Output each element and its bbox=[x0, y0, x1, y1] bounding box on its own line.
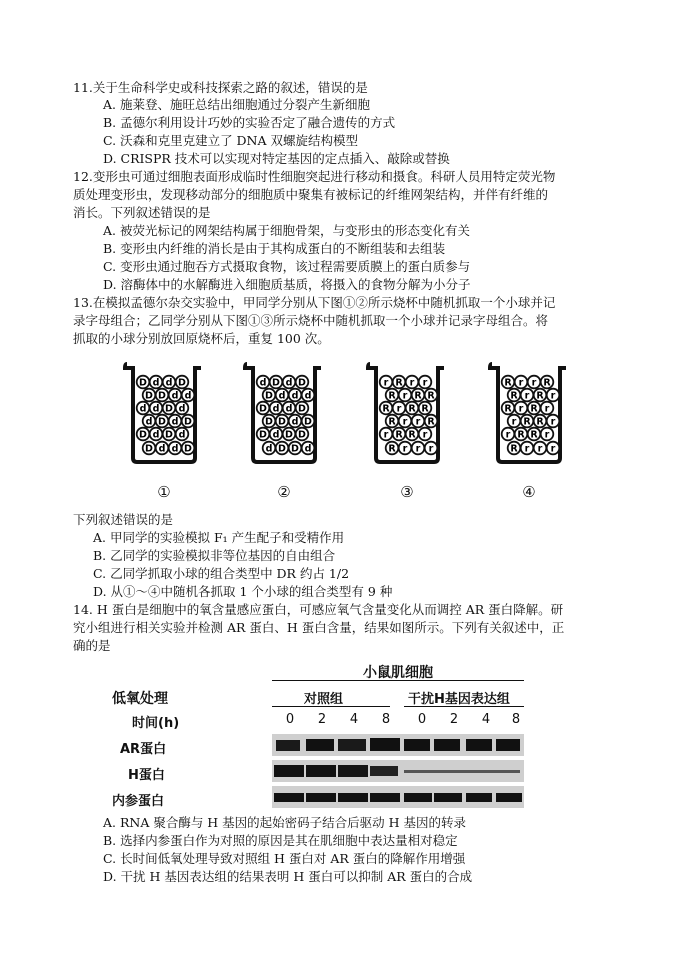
ball bbox=[508, 389, 521, 402]
q12-option-b: B. 变形虫内纤维的消长是由于其构成蛋白的不断组装和去组装 bbox=[103, 241, 446, 256]
ball-letter: d bbox=[291, 390, 299, 402]
ball bbox=[302, 415, 315, 428]
q12-option-d: D. 溶酶体中的水解酶进入细胞质基质，将摄入的食物分解为小分子 bbox=[103, 277, 471, 292]
blot-row-control bbox=[272, 786, 524, 808]
ball-letter: R bbox=[388, 443, 396, 455]
q11-option-b: B. 孟德尔利用设计巧妙的实验否定了融合遗传的方式 bbox=[103, 115, 396, 130]
ball bbox=[502, 376, 515, 389]
ball-letter: D bbox=[145, 443, 153, 455]
ball bbox=[380, 428, 393, 441]
ball-letter: R bbox=[427, 390, 435, 402]
ball bbox=[276, 415, 289, 428]
beaker-drawing bbox=[366, 360, 448, 466]
western-blot-figure bbox=[92, 658, 521, 813]
ball bbox=[399, 415, 412, 428]
ball bbox=[399, 389, 412, 402]
ball bbox=[386, 442, 399, 455]
ball bbox=[419, 402, 432, 415]
ball-letter: r bbox=[524, 390, 530, 402]
ball bbox=[393, 402, 406, 415]
q14-option-c: C. 长时间低氧处理导致对照组 H 蛋白对 AR 蛋白的降解作用增强 bbox=[103, 851, 466, 866]
band-label-h: H蛋白 bbox=[128, 768, 165, 783]
q11-option-a: A. 施莱登、施旺总结出细胞通过分裂产生新细胞 bbox=[103, 97, 370, 112]
ball-letter: d bbox=[171, 443, 179, 455]
ball-letter: D bbox=[158, 390, 166, 402]
band-label-control: 内参蛋白 bbox=[112, 794, 165, 809]
q12-option-a: A. 被荧光标记的网架结构属于细胞骨架，与变形虫的形态变化有关 bbox=[103, 223, 470, 238]
ball-letter: r bbox=[537, 443, 543, 455]
q13-option-a: A. 甲同学的实验模拟 F₁ 产生配子和受精作用 bbox=[93, 530, 345, 545]
ball bbox=[137, 402, 150, 415]
ball-letter: d bbox=[152, 403, 160, 415]
ball bbox=[263, 415, 276, 428]
q14-option-a: A. RNA 聚合酶与 H 基因的起始密码子结合后驱动 H 基因的转录 bbox=[103, 815, 467, 830]
ball bbox=[380, 376, 393, 389]
ball-letter: D bbox=[304, 416, 312, 428]
ball bbox=[257, 428, 270, 441]
blot-row-ar bbox=[272, 734, 524, 756]
q12-stem-line3: 消长。下列叙述错误的是 bbox=[73, 205, 211, 220]
ball-letter: d bbox=[152, 429, 160, 441]
ball-letter: R bbox=[530, 403, 538, 415]
ball-letter: R bbox=[543, 377, 551, 389]
ball bbox=[270, 402, 283, 415]
ball bbox=[380, 402, 393, 415]
ball-letter: d bbox=[272, 403, 280, 415]
ball bbox=[521, 442, 534, 455]
q13-stem-line1: 13.在模拟孟德尔杂交实验中，甲同学分别从下图①②所示烧杯中随机抓取一个小球并记 bbox=[73, 295, 556, 310]
ball-letter: R bbox=[523, 416, 531, 428]
ball bbox=[270, 428, 283, 441]
group-knockdown: 干扰H基因表达组 bbox=[408, 692, 510, 707]
ball bbox=[150, 402, 163, 415]
ball bbox=[156, 442, 169, 455]
q13-option-d: D. 从①～④中随机各抓取 1 个小球的组合类型有 9 种 bbox=[93, 584, 393, 599]
ball-letter: d bbox=[178, 403, 186, 415]
ball-letter: R bbox=[504, 377, 512, 389]
ball-letter: D bbox=[165, 429, 173, 441]
ball-letter: D bbox=[158, 416, 166, 428]
ball bbox=[163, 428, 176, 441]
ball bbox=[150, 376, 163, 389]
ball-letter: r bbox=[531, 377, 537, 389]
time-label: 时间(h) bbox=[132, 716, 180, 731]
time-tick: 0 bbox=[285, 712, 295, 727]
ball-letter: d bbox=[178, 429, 186, 441]
ball bbox=[528, 376, 541, 389]
header-rule bbox=[272, 680, 524, 681]
ball bbox=[296, 402, 309, 415]
ball-letter: R bbox=[388, 416, 396, 428]
ball bbox=[276, 389, 289, 402]
beaker-3 bbox=[366, 360, 448, 469]
ball bbox=[150, 428, 163, 441]
ball bbox=[502, 428, 515, 441]
ball-letter: D bbox=[291, 443, 299, 455]
ball-letter: d bbox=[171, 416, 179, 428]
ball bbox=[163, 376, 176, 389]
beaker-label: ② bbox=[277, 483, 291, 501]
ball-letter: d bbox=[285, 377, 293, 389]
time-tick: 2 bbox=[317, 712, 327, 727]
ball-letter: d bbox=[304, 443, 312, 455]
ball bbox=[502, 402, 515, 415]
beaker-label: ③ bbox=[400, 483, 414, 501]
q11-option-c: C. 沃森和克里克建立了 DNA 双螺旋结构模型 bbox=[103, 133, 358, 148]
ball-letter: d bbox=[272, 429, 280, 441]
ball bbox=[547, 442, 560, 455]
ball-letter: d bbox=[291, 416, 299, 428]
ball-letter: R bbox=[414, 390, 422, 402]
control-bands bbox=[272, 786, 524, 808]
ar-bands bbox=[272, 734, 524, 756]
ball-letter: R bbox=[421, 403, 429, 415]
ball-letter: R bbox=[530, 429, 538, 441]
time-tick: 2 bbox=[449, 712, 459, 727]
ball bbox=[302, 389, 315, 402]
time-tick: 8 bbox=[381, 712, 391, 727]
ball-letter: D bbox=[265, 390, 273, 402]
q14-stem-line3: 确的是 bbox=[73, 638, 111, 653]
ball-letter: R bbox=[408, 403, 416, 415]
ball-letter: D bbox=[145, 390, 153, 402]
ball bbox=[257, 402, 270, 415]
ball-letter: d bbox=[139, 403, 147, 415]
ball-letter: d bbox=[171, 390, 179, 402]
ball-letter: d bbox=[152, 377, 160, 389]
ball-letter: D bbox=[298, 403, 306, 415]
blot-row-h bbox=[272, 760, 524, 782]
ball-letter: d bbox=[285, 403, 293, 415]
ball bbox=[406, 376, 419, 389]
ball bbox=[386, 389, 399, 402]
time-tick: 4 bbox=[481, 712, 491, 727]
ball-letter: r bbox=[511, 416, 517, 428]
ball-letter: R bbox=[395, 429, 403, 441]
ball-letter: r bbox=[415, 416, 421, 428]
blot-header: 小鼠肌细胞 bbox=[363, 665, 433, 681]
ball-letter: r bbox=[402, 390, 408, 402]
ball-letter: R bbox=[382, 403, 390, 415]
ball-letter: D bbox=[259, 403, 267, 415]
q13-option-b: B. 乙同学的实验模拟非等位基因的自由组合 bbox=[93, 548, 336, 563]
beaker-label: ① bbox=[157, 483, 171, 501]
ball-letter: r bbox=[422, 377, 428, 389]
beaker-drawing bbox=[243, 360, 325, 466]
ball bbox=[143, 389, 156, 402]
ball-letter: D bbox=[139, 377, 147, 389]
ball bbox=[541, 428, 554, 441]
q13-option-c: C. 乙同学抓取小球的组合类型中 DR 约占 1/2 bbox=[93, 566, 350, 581]
ball bbox=[515, 428, 528, 441]
q11-option-d: D. CRISPR 技术可以实现对特定基因的定点插入、敲除或替换 bbox=[103, 151, 450, 166]
beaker-label: ④ bbox=[522, 483, 536, 501]
ball-letter: r bbox=[409, 377, 415, 389]
ball-letter: R bbox=[536, 390, 544, 402]
ball-letter: R bbox=[388, 390, 396, 402]
ball-letter: D bbox=[285, 429, 293, 441]
ball bbox=[508, 442, 521, 455]
q12-option-c: C. 变形虫通过胞吞方式摄取食物，该过程需要质膜上的蛋白质参与 bbox=[103, 259, 471, 274]
ball bbox=[137, 428, 150, 441]
ball bbox=[528, 428, 541, 441]
ball-letter: r bbox=[544, 403, 550, 415]
ball-letter: r bbox=[518, 403, 524, 415]
ball bbox=[425, 415, 438, 428]
ball-letter: D bbox=[265, 416, 273, 428]
ball-letter: d bbox=[278, 390, 286, 402]
ball-letter: D bbox=[165, 403, 173, 415]
ball bbox=[137, 376, 150, 389]
ball-letter: r bbox=[550, 390, 556, 402]
ball-letter: D bbox=[259, 429, 267, 441]
ball bbox=[182, 415, 195, 428]
ball-letter: r bbox=[415, 443, 421, 455]
ball bbox=[425, 389, 438, 402]
control-rule bbox=[272, 706, 390, 707]
beaker-4 bbox=[488, 360, 570, 469]
ball bbox=[257, 376, 270, 389]
q13-after: 下列叙述错误的是 bbox=[73, 512, 174, 527]
ball-letter: D bbox=[298, 377, 306, 389]
ball bbox=[176, 428, 189, 441]
ball bbox=[521, 389, 534, 402]
ball-letter: d bbox=[259, 377, 267, 389]
ball bbox=[547, 389, 560, 402]
q13-stem-line3: 抓取的小球分别放回原烧杯后，重复 100 次。 bbox=[73, 331, 330, 346]
ball-letter: D bbox=[278, 443, 286, 455]
knockdown-rule bbox=[404, 706, 524, 707]
ball bbox=[419, 428, 432, 441]
ball bbox=[399, 442, 412, 455]
ball bbox=[143, 415, 156, 428]
ball bbox=[393, 428, 406, 441]
q12-stem-line1: 12.变形虫可通过细胞表面形成临时性细胞突起进行移动和摄食。科研人员用特定荧光物 bbox=[73, 169, 556, 184]
ball-letter: d bbox=[304, 390, 312, 402]
q14-option-b: B. 选择内参蛋白作为对照的原因是其在肌细胞中表达量相对稳定 bbox=[103, 833, 458, 848]
ball bbox=[412, 415, 425, 428]
group-control: 对照组 bbox=[304, 692, 344, 707]
ball bbox=[156, 389, 169, 402]
ball-letter: d bbox=[158, 443, 166, 455]
ball bbox=[283, 376, 296, 389]
ball bbox=[412, 442, 425, 455]
ball-letter: r bbox=[550, 416, 556, 428]
time-tick: 8 bbox=[511, 712, 521, 727]
ball bbox=[547, 415, 560, 428]
h-bands bbox=[272, 760, 524, 782]
ball-letter: r bbox=[544, 429, 550, 441]
q13-stem-line2: 录字母组合；乙同学分别从下图①③所示烧杯中随机抓取一个小球并记录字母组合。将 bbox=[73, 313, 549, 328]
ball bbox=[156, 415, 169, 428]
q14-stem-line1: 14. H 蛋白是细胞中的氧含量感应蛋白，可感应氧气含量变化从而调控 AR 蛋白降解。研 bbox=[73, 602, 564, 617]
ball bbox=[412, 389, 425, 402]
ball-letter: R bbox=[510, 390, 518, 402]
ball bbox=[406, 428, 419, 441]
ball-letter: R bbox=[395, 377, 403, 389]
ball bbox=[176, 376, 189, 389]
time-tick: 0 bbox=[417, 712, 427, 727]
ball bbox=[534, 442, 547, 455]
ball bbox=[270, 376, 283, 389]
ball bbox=[143, 442, 156, 455]
ball bbox=[283, 428, 296, 441]
ball-letter: D bbox=[184, 416, 192, 428]
ball bbox=[296, 376, 309, 389]
ball bbox=[515, 402, 528, 415]
ball bbox=[169, 442, 182, 455]
ball-letter: r bbox=[422, 429, 428, 441]
ball-letter: R bbox=[510, 443, 518, 455]
row-label-hypoxia: 低氧处理 bbox=[112, 691, 168, 707]
ball bbox=[182, 442, 195, 455]
ball bbox=[386, 415, 399, 428]
time-tick: 4 bbox=[349, 712, 359, 727]
beaker-drawing bbox=[488, 360, 570, 466]
ball-letter: r bbox=[505, 429, 511, 441]
ball bbox=[296, 428, 309, 441]
ball bbox=[425, 442, 438, 455]
ball-letter: d bbox=[184, 390, 192, 402]
ball bbox=[541, 376, 554, 389]
ball bbox=[528, 402, 541, 415]
ball-letter: r bbox=[550, 443, 556, 455]
ball bbox=[541, 402, 554, 415]
ball bbox=[176, 402, 189, 415]
ball bbox=[289, 415, 302, 428]
ball bbox=[406, 402, 419, 415]
ball bbox=[276, 442, 289, 455]
ball bbox=[283, 402, 296, 415]
ball bbox=[169, 415, 182, 428]
ball-letter: d bbox=[265, 443, 273, 455]
ball-letter: r bbox=[396, 403, 402, 415]
ball bbox=[521, 415, 534, 428]
ball-letter: r bbox=[428, 443, 434, 455]
ball-letter: D bbox=[139, 429, 147, 441]
q14-option-d: D. 干扰 H 基因表达组的结果表明 H 蛋白可以抑制 AR 蛋白的合成 bbox=[103, 869, 473, 884]
ball bbox=[163, 402, 176, 415]
beaker-2 bbox=[243, 360, 325, 469]
ball bbox=[302, 442, 315, 455]
ball-letter: D bbox=[184, 443, 192, 455]
q11-stem: 11.关于生命科学史或科技探索之路的叙述，错误的是 bbox=[73, 80, 368, 95]
ball bbox=[515, 376, 528, 389]
ball bbox=[169, 389, 182, 402]
ball bbox=[393, 376, 406, 389]
ball-letter: d bbox=[165, 377, 173, 389]
ball-letter: r bbox=[383, 377, 389, 389]
ball-letter: D bbox=[178, 377, 186, 389]
ball bbox=[289, 442, 302, 455]
ball bbox=[534, 389, 547, 402]
beaker-1 bbox=[123, 360, 205, 469]
ball-letter: r bbox=[402, 443, 408, 455]
ball-letter: R bbox=[427, 416, 435, 428]
ball-letter: D bbox=[272, 377, 280, 389]
ball-letter: r bbox=[383, 429, 389, 441]
ball-letter: r bbox=[402, 416, 408, 428]
ball bbox=[508, 415, 521, 428]
ball bbox=[534, 415, 547, 428]
ball bbox=[263, 389, 276, 402]
ball-letter: r bbox=[518, 377, 524, 389]
ball-letter: R bbox=[504, 403, 512, 415]
ball-letter: r bbox=[524, 443, 530, 455]
ball bbox=[182, 389, 195, 402]
ball-letter: R bbox=[517, 429, 525, 441]
beaker-drawing bbox=[123, 360, 205, 466]
band-label-ar: AR蛋白 bbox=[120, 742, 167, 757]
ball bbox=[263, 442, 276, 455]
ball bbox=[419, 376, 432, 389]
q14-stem-line2: 究小组进行相关实验并检测 AR 蛋白、H 蛋白含量，结果如图所示。下列有关叙述中，正 bbox=[73, 620, 565, 635]
ball-letter: D bbox=[278, 416, 286, 428]
ball-letter: R bbox=[536, 416, 544, 428]
ball-letter: d bbox=[145, 416, 153, 428]
ball-letter: D bbox=[298, 429, 306, 441]
q12-stem-line2: 质处理变形虫，发现移动部分的细胞质中聚集有被标记的纤维网架结构，并伴有纤维的 bbox=[73, 187, 549, 202]
ball bbox=[289, 389, 302, 402]
ball-letter: R bbox=[408, 429, 416, 441]
